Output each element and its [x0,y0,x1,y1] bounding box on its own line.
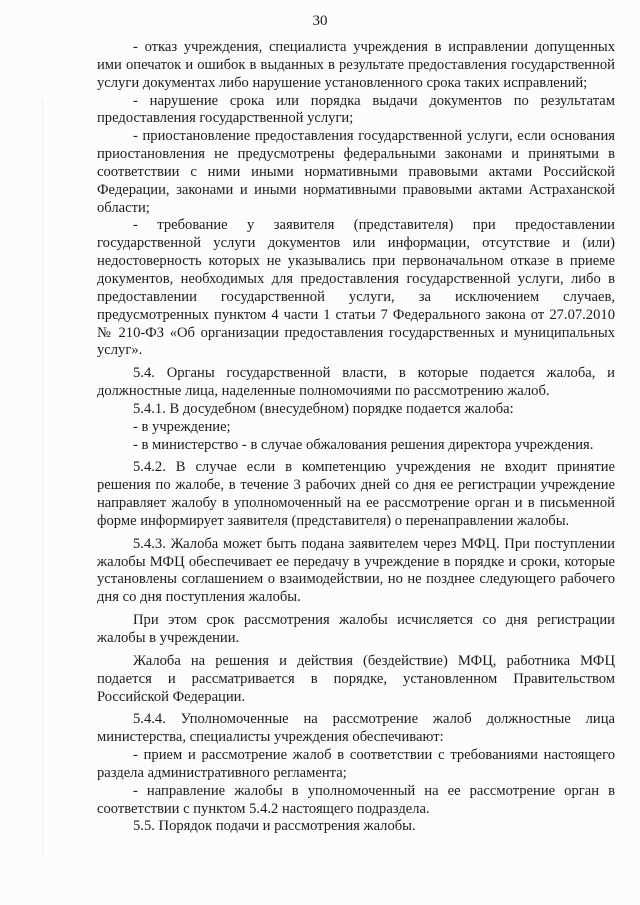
page-number: 30 [312,13,328,29]
paragraph-section-5-4-4: 5.4.4. Уполномоченные на рассмотрение жалоб должностные лица министерства, специалисты учреждения обеспечивают: [97,711,615,746]
list-item-institution: - в учреждение; [133,418,231,435]
paragraph-section-5-4-2: 5.4.2. В случае если в компетенцию учреждения не входит принятие решения по жалобе, в течение 3 рабочих дней со дня ее регистрации учреждение направляет жалобу в уполномоченный на ее рассмотрение орган и в письменной форме информирует заявителя (представителя) о перенаправлении жалобы. [97,459,615,529]
list-item-forwarding: - направление жалобы в уполномоченный на ее рассмотрение орган в соответствии с пунктом 5.4.2 настоящего подраздела. [97,782,615,817]
scan-margin-artifact [42,100,44,860]
paragraph-refusal-correction: - отказ учреждения, специалиста учреждения в исправлении допущенных ими опечаток и ошибок в выданных в результате предоставления государственной услуги документах либо нарушение установленного срока таких исправлений; [97,39,615,91]
paragraph-section-5-4-1: 5.4.1. В досудебном (внесудебном) порядке подается жалоба: [133,400,514,417]
paragraph-section-5-4-3: 5.4.3. Жалоба может быть подана заявителем через МФЦ. При поступлении жалобы МФЦ обеспечивает ее передачу в учреждение в порядке и сроки, которые установлены соглашением о взаимодействии, но не позднее следующего рабочего дня со дня поступления жалобы. [97,535,615,606]
paragraph-suspension: - приостановление предоставления государственной услуги, если основания приостановления не предусмотрены федеральными законами и принятыми в соответствии с ними иными нормативными правовыми актами Российской Федерации, законами и иными нормативными правовыми актами Астраханской области; [97,128,615,216]
paragraph-registration-term: При этом срок рассмотрения жалобы исчисляется со дня регистрации жалобы в учреждении. [97,612,615,646]
paragraph-document-demand: - требование у заявителя (представителя) при предоставлении государственной услуги документов или информации, отсутствие и (или) недостоверность которых не указывались при первоначальном отказе в приеме документов, необходимых для предоставления государственной услуги, либо в предоставлении государственной услуги, за исключением случаев, предусмотренных пунктом 4 части 1 статьи 7 Федерального закона от 27.07.2010 № 210-ФЗ «Об организации предоставления государственных и муниципальных услуг». [97,217,615,359]
paragraph-mfc-complaint: Жалоба на решения и действия (бездействие) МФЦ, работника МФЦ подается и рассматривается в порядке, установленном Правительством Российской Федерации. [97,652,615,705]
paragraph-section-5-4: 5.4. Органы государственной власти, в которые подается жалоба, и должностные лица, наделенные полномочиями по рассмотрению жалоб. [97,365,615,400]
paragraph-section-5-5: 5.5. Порядок подачи и рассмотрения жалобы. [133,818,416,835]
document-body [97,39,615,836]
paragraph-delivery-violation: - нарушение срока или порядка выдачи документов по результатам предоставления государственной услуги; [97,92,615,127]
list-item-ministry: - в министерство - в случае обжалования решения директора учреждения. [133,436,594,453]
list-item-acceptance: - прием и рассмотрение жалоб в соответствии с требованиями настоящего раздела административного регламента; [97,747,615,781]
